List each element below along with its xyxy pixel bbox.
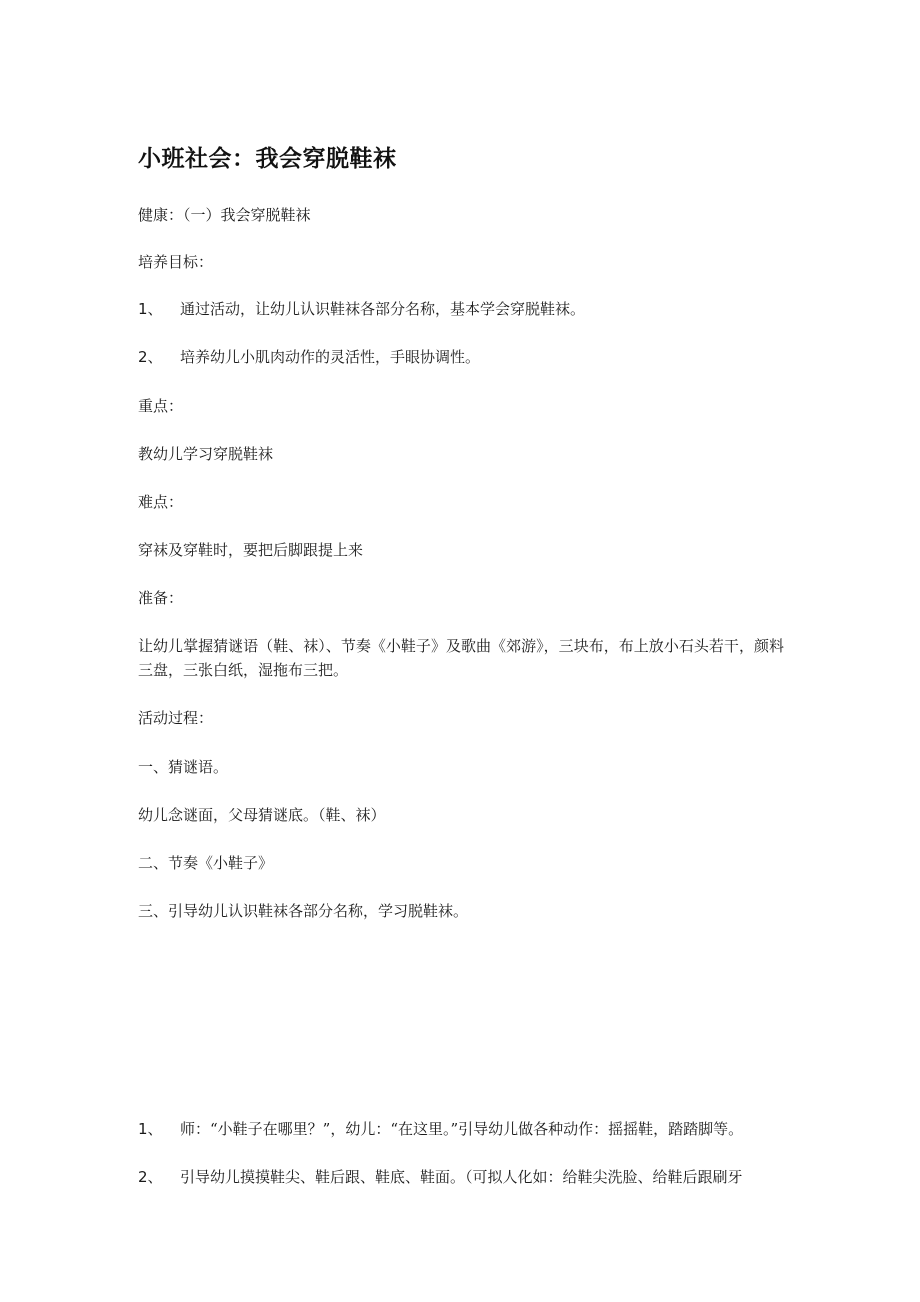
step3-item-text: 师：“小鞋子在哪里？”，幼儿：“在这里。”引导幼儿做各种动作：摇摇鞋，踏踏脚等。 (180, 1120, 744, 1138)
goal-text: 培养幼儿小肌肉动作的灵活性，手眼协调性。 (180, 348, 481, 366)
difficulty-text: 穿袜及穿鞋时，要把后脚跟提上来 (138, 541, 364, 559)
goals-heading: 培养目标： (138, 253, 214, 271)
step2-heading: 二、节奏《小鞋子》 (138, 854, 274, 872)
goal-item-1 (138, 297, 585, 321)
key-text: 教幼儿学习穿脱鞋袜 (138, 445, 274, 463)
goal-item-2 (138, 345, 480, 369)
step3-number: 2、 (138, 1168, 163, 1186)
step1-text: 幼儿念谜面，父母猜谜底。（鞋、袜） (138, 806, 386, 824)
key-heading: 重点： (138, 397, 184, 415)
prep-text: 让幼儿掌握猜谜语（鞋、袜）、节奏《小鞋子》及歌曲《郊游》，三块布，布上放小石头若干，颜料三盘，三张白纸，湿拖布三把。 (138, 637, 784, 679)
step3-item-1 (138, 1117, 743, 1141)
document-title: 小班社会：我会穿脱鞋袜 (138, 146, 397, 172)
prep-heading: 准备： (138, 589, 184, 607)
step3-item-text: 引导幼儿摸摸鞋尖、鞋后跟、鞋底、鞋面。（可拟人化如：给鞋尖洗脸、给鞋后跟刷牙 (180, 1168, 743, 1186)
goal-text: 通过活动，让幼儿认识鞋袜各部分名称，基本学会穿脱鞋袜。 (180, 300, 586, 318)
goal-number: 1、 (138, 300, 163, 318)
step3-item-2 (138, 1165, 743, 1189)
goal-number: 2、 (138, 348, 163, 366)
process-heading: 活动过程： (138, 709, 214, 727)
difficulty-heading: 难点： (138, 493, 184, 511)
subtitle: 健康：（一）我会穿脱鞋袜 (138, 206, 311, 224)
step3-heading: 三、引导幼儿认识鞋袜各部分名称，学习脱鞋袜。 (138, 902, 469, 920)
step1-heading: 一、猜谜语。 (138, 758, 229, 776)
step3-number: 1、 (138, 1120, 163, 1138)
